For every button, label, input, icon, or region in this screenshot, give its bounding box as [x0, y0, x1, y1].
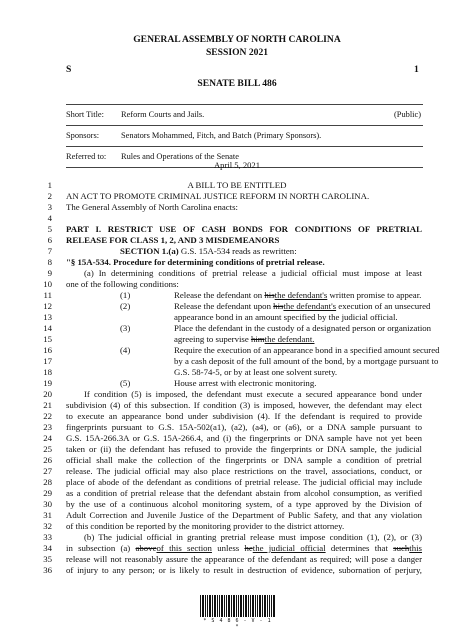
sponsors-row [66, 126, 423, 147]
bill-info-table [66, 104, 423, 168]
sponsors-value: Senators Mohammed, Fitch, and Batch (Primary Sponsors). [121, 131, 322, 140]
line-number: 13 [43, 312, 52, 322]
bill-heading: A BILL TO BE ENTITLED [187, 180, 287, 190]
referred-label: Referred to: [66, 152, 107, 161]
line-number: 4 [47, 213, 52, 223]
line-number: 29 [43, 488, 52, 498]
text-line: release will not reasonably assure the appearance of the defendant as required; will pose a danger [66, 554, 422, 564]
line-number: 31 [43, 510, 52, 520]
section-text: G.S. 15A-534 reads as rewritten: [178, 246, 297, 256]
item-number: (3) [120, 323, 131, 333]
text-line: If condition (5) is imposed, the defendant must execute a secured appearance bond under [84, 389, 422, 399]
text-line: release. The judicial official may also place restrictions on the travel, associations, conduct, or [66, 466, 422, 476]
text-line: G.S. 15A-266.3A or G.S. 15A-266.4, and (i) the fingerprints or DNA sample have not yet been [66, 433, 422, 443]
inserted-text: this [409, 543, 422, 553]
session-title: SESSION 2021 [205, 47, 269, 58]
line-number: 10 [43, 279, 52, 289]
line-number: 27 [43, 466, 52, 476]
line-number: 22 [43, 411, 52, 421]
text-line: official shall make the collection of the fingerprints or DNA sample a condition of pretrial [66, 455, 422, 465]
text-line: appearance bond in an amount specified by the judicial official. [174, 312, 398, 322]
text-line: Adult Correction and Juvenile Justice of the Department of Public Safety, and that any violation [66, 510, 422, 520]
line-number: 30 [43, 499, 52, 509]
line-number: 9 [47, 268, 52, 278]
line-number: 19 [43, 378, 52, 388]
subsection-a: (a) In determining conditions of pretrial release a judicial official must impose at least [84, 268, 422, 278]
text-line: fingerprints pursuant to G.S. 15A-502(a1), (a2), (a4), or (a6), or a DNA sample pursuant to [66, 422, 422, 432]
deleted-text: he [244, 543, 253, 553]
text-line: subdivision (4) of this subsection. If condition (3) is imposed, however, the defendant may elect [66, 400, 422, 410]
line-number: 28 [43, 477, 52, 487]
line-number: 5 [47, 224, 52, 234]
short-title-value: Reform Courts and Jails. [121, 110, 205, 119]
line-number: 15 [43, 334, 52, 344]
statute-heading: "§ 15A-534. Procedure for determining conditions of pretrial release. [66, 257, 325, 267]
filing-date: April 5, 2021 [213, 160, 261, 170]
section-label: SECTION 1.(a) [120, 246, 179, 256]
inserted-text: the judicial official [252, 543, 326, 553]
line-number: 25 [43, 444, 52, 454]
item-number: (2) [120, 301, 131, 311]
part-heading-cont: RELEASE FOR CLASS 1, 2, AND 3 MISDEMEANORS [66, 235, 280, 245]
line-number: 17 [43, 356, 52, 366]
text-line: House arrest with electronic monitoring. [174, 378, 317, 388]
text-line: by a cash deposit of the full amount of the bond, by a mortgage pursuant to [174, 356, 439, 366]
barcode [200, 595, 275, 617]
text-line: of injury to any person; or is likely to result in destruction of evidence, subornation of perjury, [66, 565, 422, 575]
assembly-title: GENERAL ASSEMBLY OF NORTH CAROLINA [133, 34, 341, 45]
text-line: Place the defendant in the custody of a designated person or organization [174, 323, 432, 333]
text-line: one of the following conditions: [66, 279, 179, 289]
inserted-text: of this section [156, 543, 212, 553]
text-line: of this condition be reported by the monitoring provider to the district attorney. [66, 521, 345, 531]
item-number: (1) [120, 290, 131, 300]
line-number: 8 [47, 257, 52, 267]
line-number: 24 [43, 433, 52, 443]
barcode-text: * S 4 8 6 - V - 1 * [203, 618, 272, 630]
line-number: 6 [47, 235, 52, 245]
text-line: as a condition of pretrial release that the defendant abstain from alcohol consumption, as verified [66, 488, 422, 498]
deleted-text: his [273, 301, 284, 311]
line-number: 3 [47, 202, 52, 212]
text-span: Release the defendant upon [174, 301, 274, 311]
chamber-letter: S [66, 64, 72, 75]
deleted-text: such [393, 543, 410, 553]
inserted-text: the defendant's [283, 301, 337, 311]
line-number: 23 [43, 422, 52, 432]
act-title: AN ACT TO PROMOTE CRIMINAL JUSTICE REFORM IN NORTH CAROLINA. [66, 191, 370, 201]
text-line: G.S. 58-74-5, or by at least one solvent surety. [174, 367, 338, 377]
text-span: unless [211, 543, 245, 553]
inserted-text: the defendant. [264, 334, 315, 344]
line-number: 1 [47, 180, 52, 190]
line-number: 12 [43, 301, 52, 311]
short-title-row [66, 105, 423, 126]
line-number: 35 [43, 554, 52, 564]
line-number: 11 [43, 290, 52, 300]
line-number: 7 [47, 246, 52, 256]
text-span: written promise to appear. [327, 290, 422, 300]
line-number: 36 [43, 565, 52, 575]
deleted-text: him [250, 334, 265, 344]
line-number: 33 [43, 532, 52, 542]
item-number: (4) [120, 345, 131, 355]
text-line: by the use of a continuous alcohol monitoring system, of a type approved by the Division of [66, 499, 422, 509]
text-span: Release the defendant on [174, 290, 265, 300]
text-span: agreeing to supervise [174, 334, 251, 344]
text-line: taken or (ii) the defendant has refused to provide the fingerprints or DNA sample, the judicial [66, 444, 422, 454]
item-number: (5) [120, 378, 131, 388]
line-number: 34 [43, 543, 52, 553]
line-number: 2 [47, 191, 52, 201]
line-number: 16 [43, 345, 52, 355]
public-tag: (Public) [394, 110, 421, 119]
line-number: 18 [43, 367, 52, 377]
line-number: 26 [43, 455, 52, 465]
text-line: Require the execution of an appearance bond in a specified amount secured [174, 345, 440, 355]
text-span: execution of an unsecured [336, 301, 431, 311]
line-number: 32 [43, 521, 52, 531]
line-number: 20 [43, 389, 52, 399]
text-line: place of abode of the defendant as conditions of pretrial release. The judicial official may include [66, 477, 422, 487]
version-number: 1 [414, 64, 419, 75]
short-title-label: Short Title: [66, 110, 104, 119]
sponsors-label: Sponsors: [66, 131, 100, 140]
deleted-text: his [264, 290, 275, 300]
line-number: 21 [43, 400, 52, 410]
subsection-b: (b) The judicial official in granting pretrial release must impose condition (1), (2), or (3) [84, 532, 422, 542]
part-heading: PART I. RESTRICT USE OF CASH BONDS FOR CONDITIONS OF PRETRIAL [66, 224, 422, 234]
text-line: to execute an appearance bond under subdivision (4). If the defendant is required to provide [66, 411, 422, 421]
inserted-text: the defendant's [274, 290, 328, 300]
enacting-clause: The General Assembly of North Carolina enacts: [66, 202, 238, 212]
text-span: determines that [325, 543, 394, 553]
text-line [66, 543, 422, 554]
referred-value: Rules and Operations of the Senate [121, 152, 239, 161]
bill-title: SENATE BILL 486 [197, 78, 277, 89]
deleted-text: above [135, 543, 157, 553]
line-number: 14 [43, 323, 52, 333]
text-span: in subsection (a) [66, 543, 136, 553]
